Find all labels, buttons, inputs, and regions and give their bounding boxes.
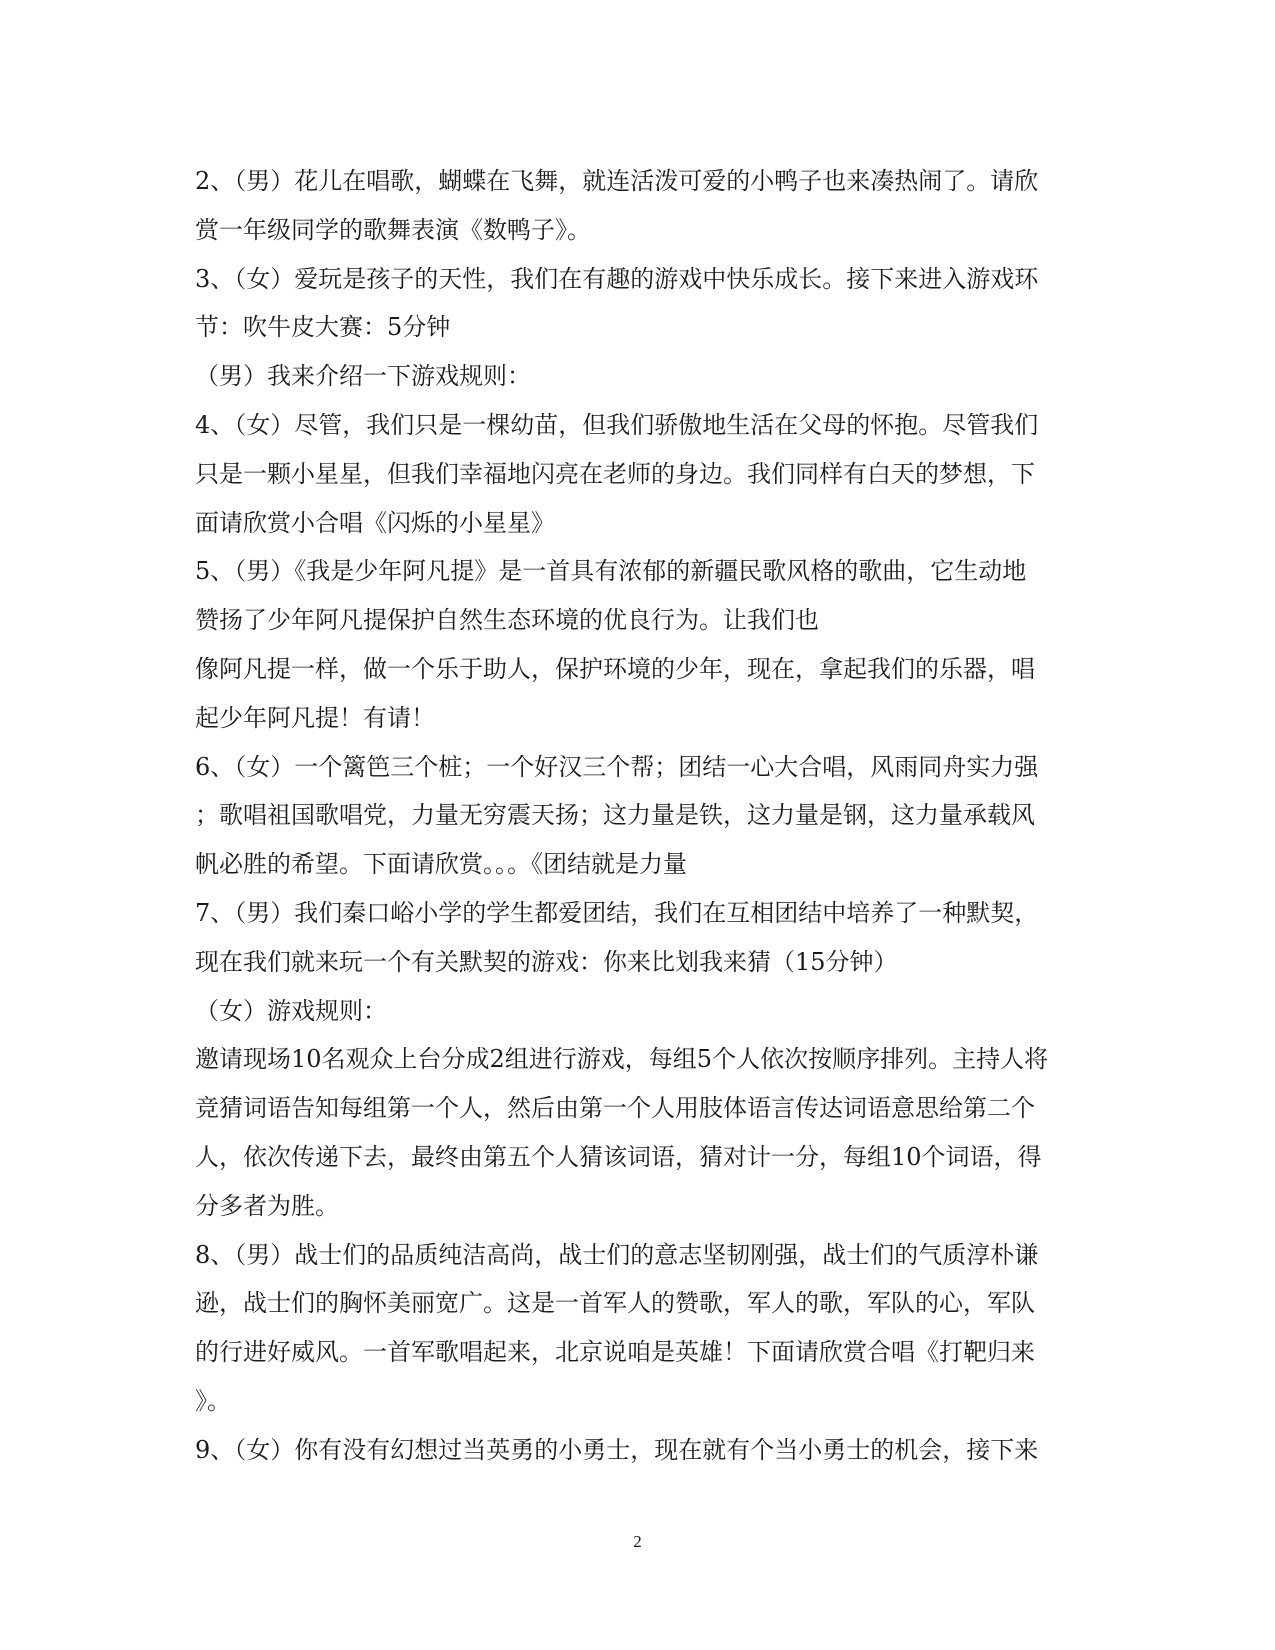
text-line: 只是一颗小星星，但我们幸福地闪亮在老师的身边。我们同样有白天的梦想，下 bbox=[195, 459, 1035, 488]
text-line: 赏一年级同学的歌舞表演《数鸭子》。 bbox=[195, 215, 591, 244]
page-number: 2 bbox=[633, 1532, 642, 1551]
text-line: 7、（男）我们秦口峪小学的学生都爱团结，我们在互相团结中培养了一种默契， bbox=[195, 898, 1039, 927]
text-line: 起少年阿凡提！有请！ bbox=[195, 703, 435, 732]
text-line: 面请欣赏小合唱《闪烁的小星星》 bbox=[195, 508, 555, 537]
text-line: 像阿凡提一样，做一个乐于助人，保护环境的少年，现在，拿起我们的乐器，唱 bbox=[195, 654, 1035, 683]
text-line: ；歌唱祖国歌唱党，力量无穷震天扬；这力量是铁，这力量是钢，这力量承载风 bbox=[195, 801, 1035, 830]
text-line: 现在我们就来玩一个有关默契的游戏：你来比划我来猜（15分钟） bbox=[195, 947, 898, 976]
document-body bbox=[195, 157, 1075, 1475]
text-line: 4、（女）尽管，我们只是一棵幼苗，但我们骄傲地生活在父母的怀抱。尽管我们 bbox=[195, 410, 1039, 439]
text-line: 的行进好威风。一首军歌唱起来，北京说咱是英雄！下面请欣赏合唱《打靶归来 bbox=[195, 1338, 1035, 1367]
text-line: 赞扬了少年阿凡提保护自然生态环境的优良行为。让我们也 bbox=[195, 606, 819, 635]
text-line: 6、（女）一个篱笆三个桩；一个好汉三个帮；团结一心大合唱，风雨同舟实力强 bbox=[195, 752, 1039, 781]
text-line: 邀请现场10名观众上台分成2组进行游戏，每组5个人依次按顺序排列。主持人将 bbox=[195, 1045, 1049, 1074]
text-line: 人，依次传递下去，最终由第五个人猜该词语，猜对计一分，每组10个词语，得 bbox=[195, 1142, 1042, 1171]
text-line: 2、（男）花儿在唱歌，蝴蝶在飞舞，就连活泼可爱的小鸭子也来凑热闹了。请欣 bbox=[195, 167, 1039, 195]
text-line: 5、（男）《我是少年阿凡提》是一首具有浓郁的新疆民歌风格的歌曲，它生动地 bbox=[195, 557, 1027, 586]
text-line: 节：吹牛皮大赛：5分钟 bbox=[195, 313, 451, 342]
text-line: （女）游戏规则： bbox=[195, 996, 387, 1025]
text-line: 9、（女）你有没有幻想过当英勇的小勇士，现在就有个当小勇士的机会，接下来 bbox=[195, 1435, 1039, 1464]
text-line: 分多者为胜。 bbox=[195, 1191, 339, 1220]
text-line: 3、（女）爱玩是孩子的天性，我们在有趣的游戏中快乐成长。接下来进入游戏环 bbox=[195, 264, 1039, 293]
text-line: 帆必胜的希望。下面请欣赏。。。《团结就是力量 bbox=[195, 850, 687, 879]
text-line: 》。 bbox=[195, 1386, 231, 1415]
text-line: 逊，战士们的胸怀美丽宽广。这是一首军人的赞歌，军人的歌，军队的心，军队 bbox=[195, 1289, 1035, 1318]
text-line: （男）我来介绍一下游戏规则： bbox=[195, 362, 531, 391]
text-line: 竞猜词语告知每组第一个人，然后由第一个人用肢体语言传达词语意思给第二个 bbox=[195, 1094, 1035, 1123]
text-line: 8、（男）战士们的品质纯洁高尚，战士们的意志坚韧刚强，战士们的气质淳朴谦 bbox=[195, 1240, 1039, 1269]
